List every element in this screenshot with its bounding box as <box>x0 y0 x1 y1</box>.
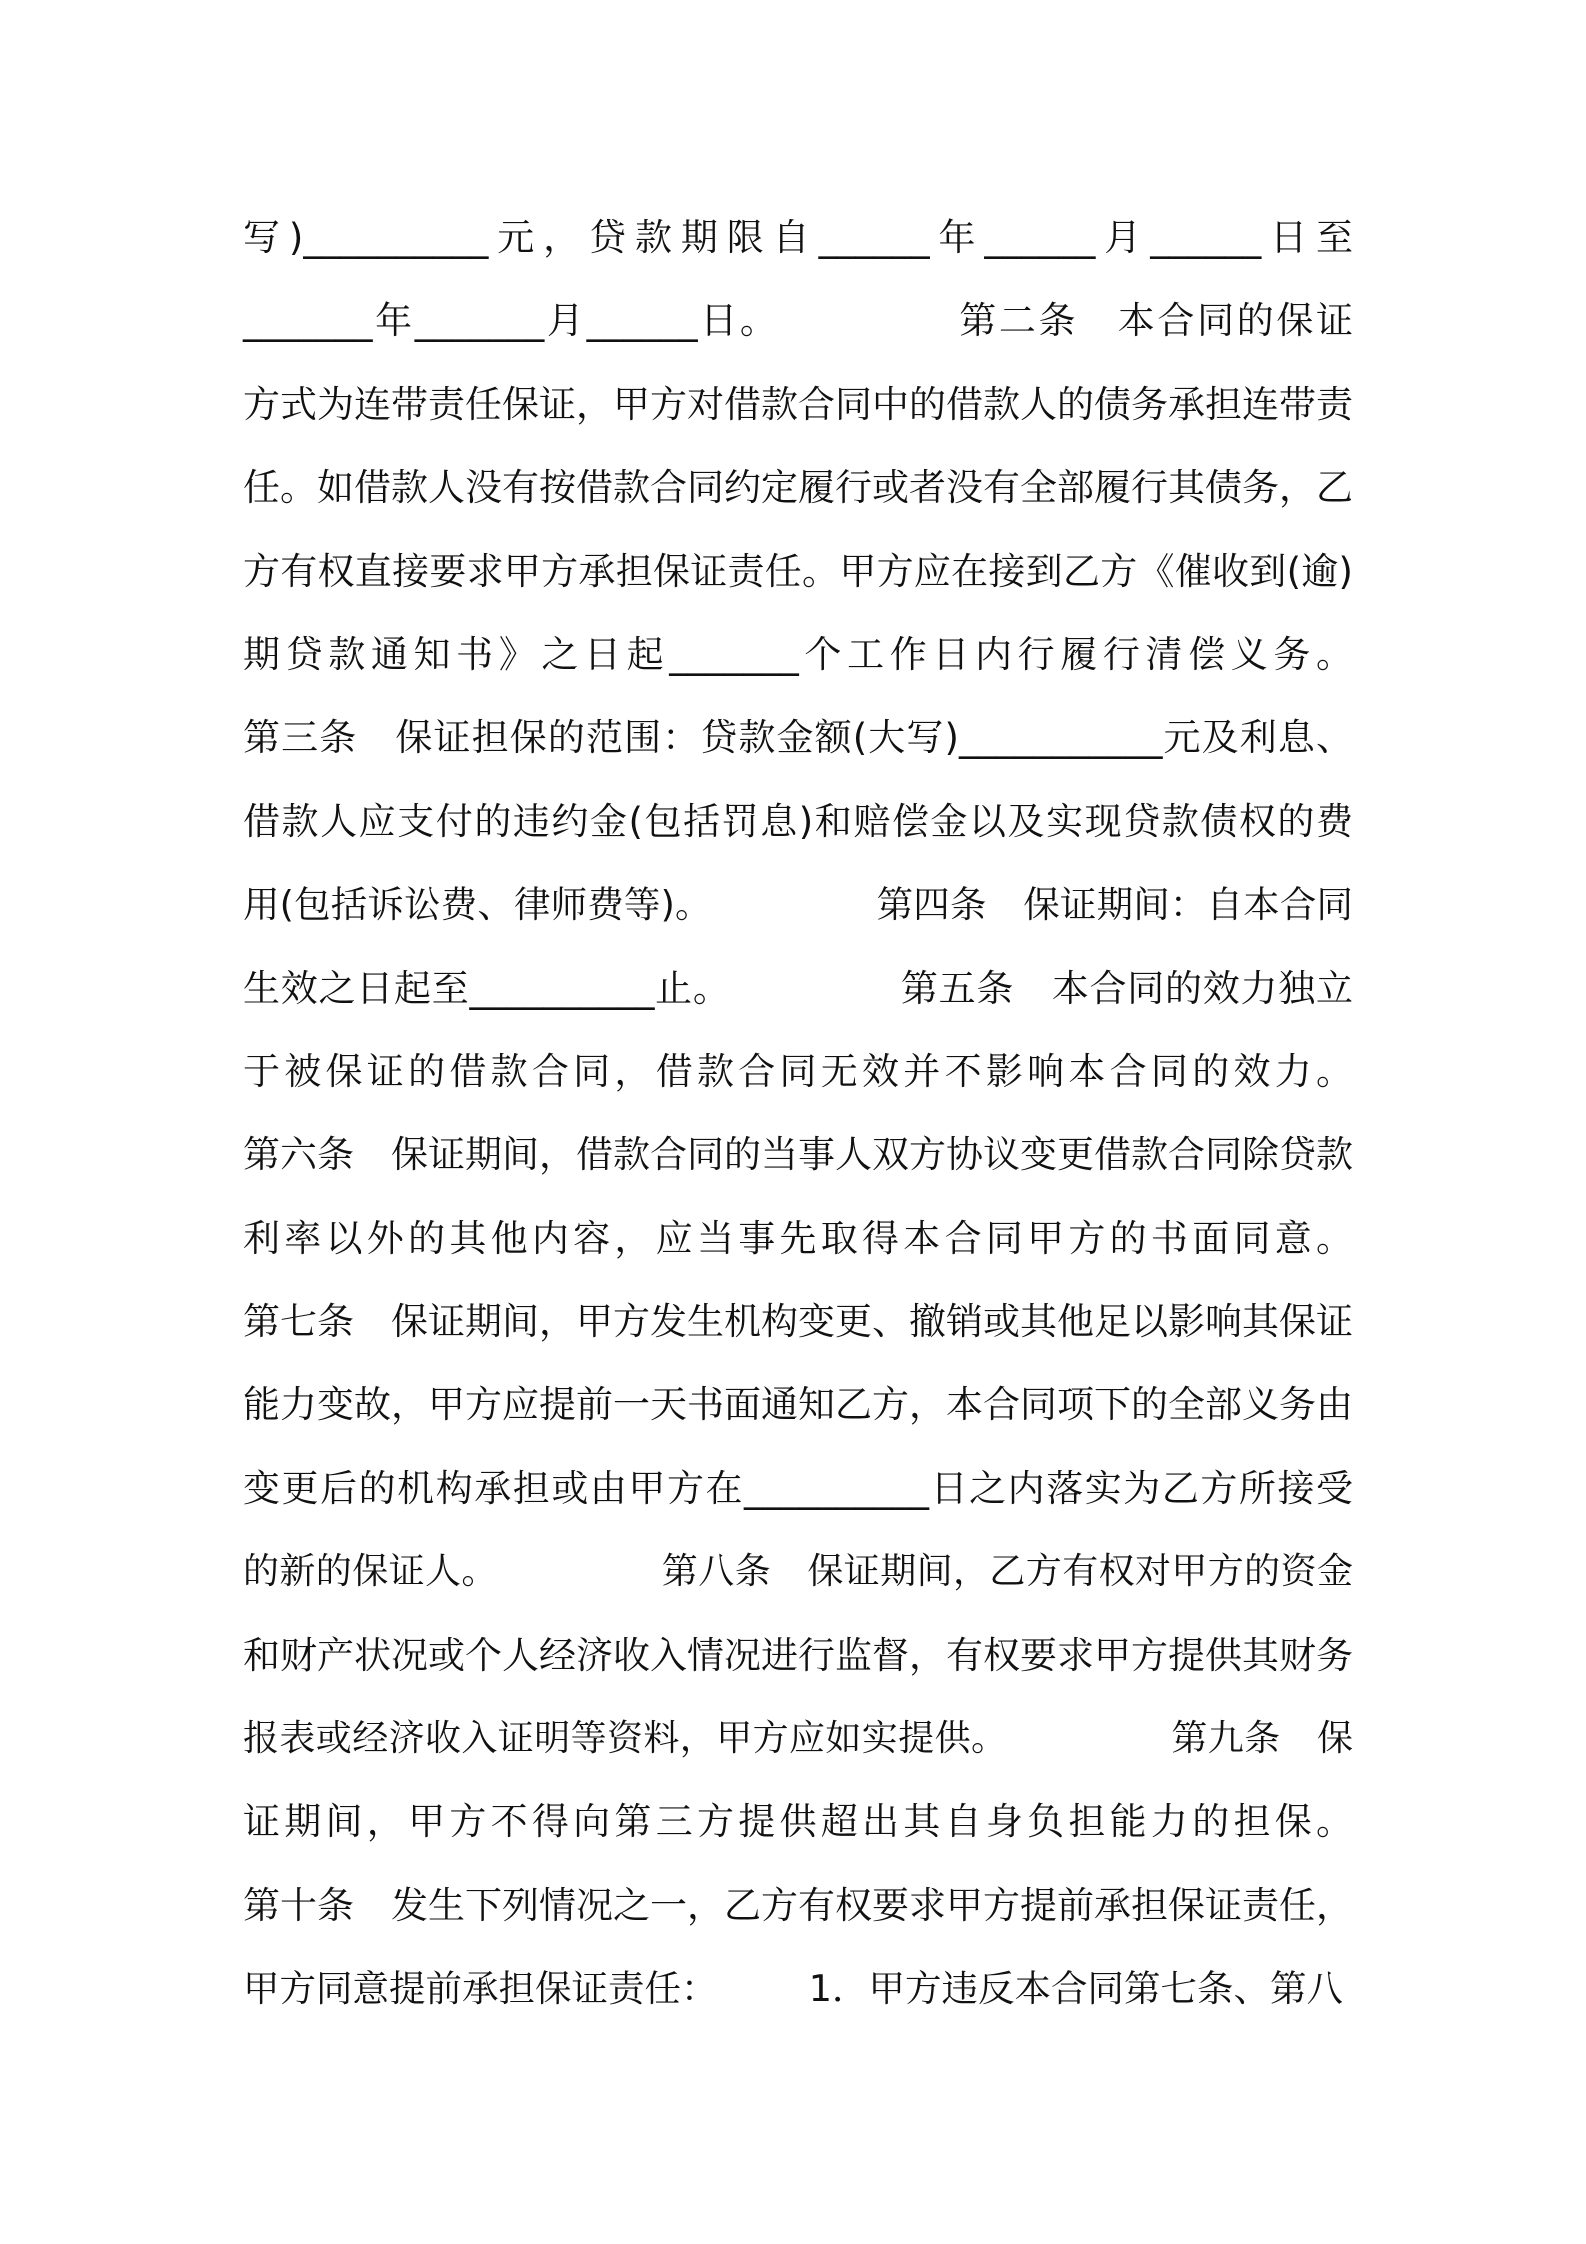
text-line: 第七条 保证期间，甲方发生机构变更、撤销或其他足以影响其保证 <box>243 1300 1353 1344</box>
text-line: 的新的保证人。 第八条 保证期间，乙方有权对甲方的资金 <box>243 1551 1353 1593</box>
text-line: 第十条 发生下列情况之一，乙方有权要求甲方提前承担保证责任， <box>243 1883 1353 1927</box>
text-line: 生效之日起至__________止。 第五条 本合同的效力独立 <box>243 966 1353 1010</box>
text-line: 第六条 保证期间，借款合同的当事人双方协议变更借款合同除贷款 <box>243 1133 1353 1177</box>
text-line: 变更后的机构承担或由甲方在__________日之内落实为乙方所接受 <box>243 1466 1353 1510</box>
text-line: 利率以外的其他内容，应当事先取得本合同甲方的书面同意。 <box>243 1216 1353 1260</box>
text-line: 借款人应支付的违约金(包括罚息)和赔偿金以及实现贷款债权的费 <box>243 799 1353 843</box>
text-line: 和财产状况或个人经济收入情况进行监督，有权要求甲方提供其财务 <box>243 1633 1353 1677</box>
text-line: 报表或经济收入证明等资料，甲方应如实提供。 第九条 保 <box>243 1718 1353 1760</box>
text-line: 方式为连带责任保证，甲方对借款合同中的借款人的债务承担连带责 <box>243 382 1353 426</box>
text-line: 于被保证的借款合同，借款合同无效并不影响本合同的效力。 <box>243 1049 1353 1093</box>
contract-body-text <box>243 196 1353 2031</box>
text-line: 方有权直接要求甲方承担保证责任。甲方应在接到乙方《催收到(逾) <box>243 549 1353 593</box>
text-line: 期贷款通知书》之日起_______个工作日内行履行清偿义务。 <box>243 632 1353 676</box>
text-line: 写)__________元，贷款期限自______年______月______日至 <box>243 216 1353 259</box>
text-line: 第三条 保证担保的范围：贷款金额(大写)___________元及利息、 <box>243 716 1353 760</box>
text-line: 证期间，甲方不得向第三方提供超出其自身负担能力的担保。 <box>243 1800 1353 1844</box>
text-line: _______年_______月______日。 第二条 本合同的保证 <box>243 299 1353 343</box>
text-line: 能力变故，甲方应提前一天书面通知乙方，本合同项下的全部义务由 <box>243 1383 1353 1427</box>
text-line: 任。如借款人没有按借款合同约定履行或者没有全部履行其债务，乙 <box>243 466 1353 510</box>
text-line: 甲方同意提前承担保证责任： 1．甲方违反本合同第七条、第八 <box>243 1967 1343 2011</box>
text-line: 用(包括诉讼费、律师费等)。 第四条 保证期间：自本合同 <box>243 883 1353 927</box>
